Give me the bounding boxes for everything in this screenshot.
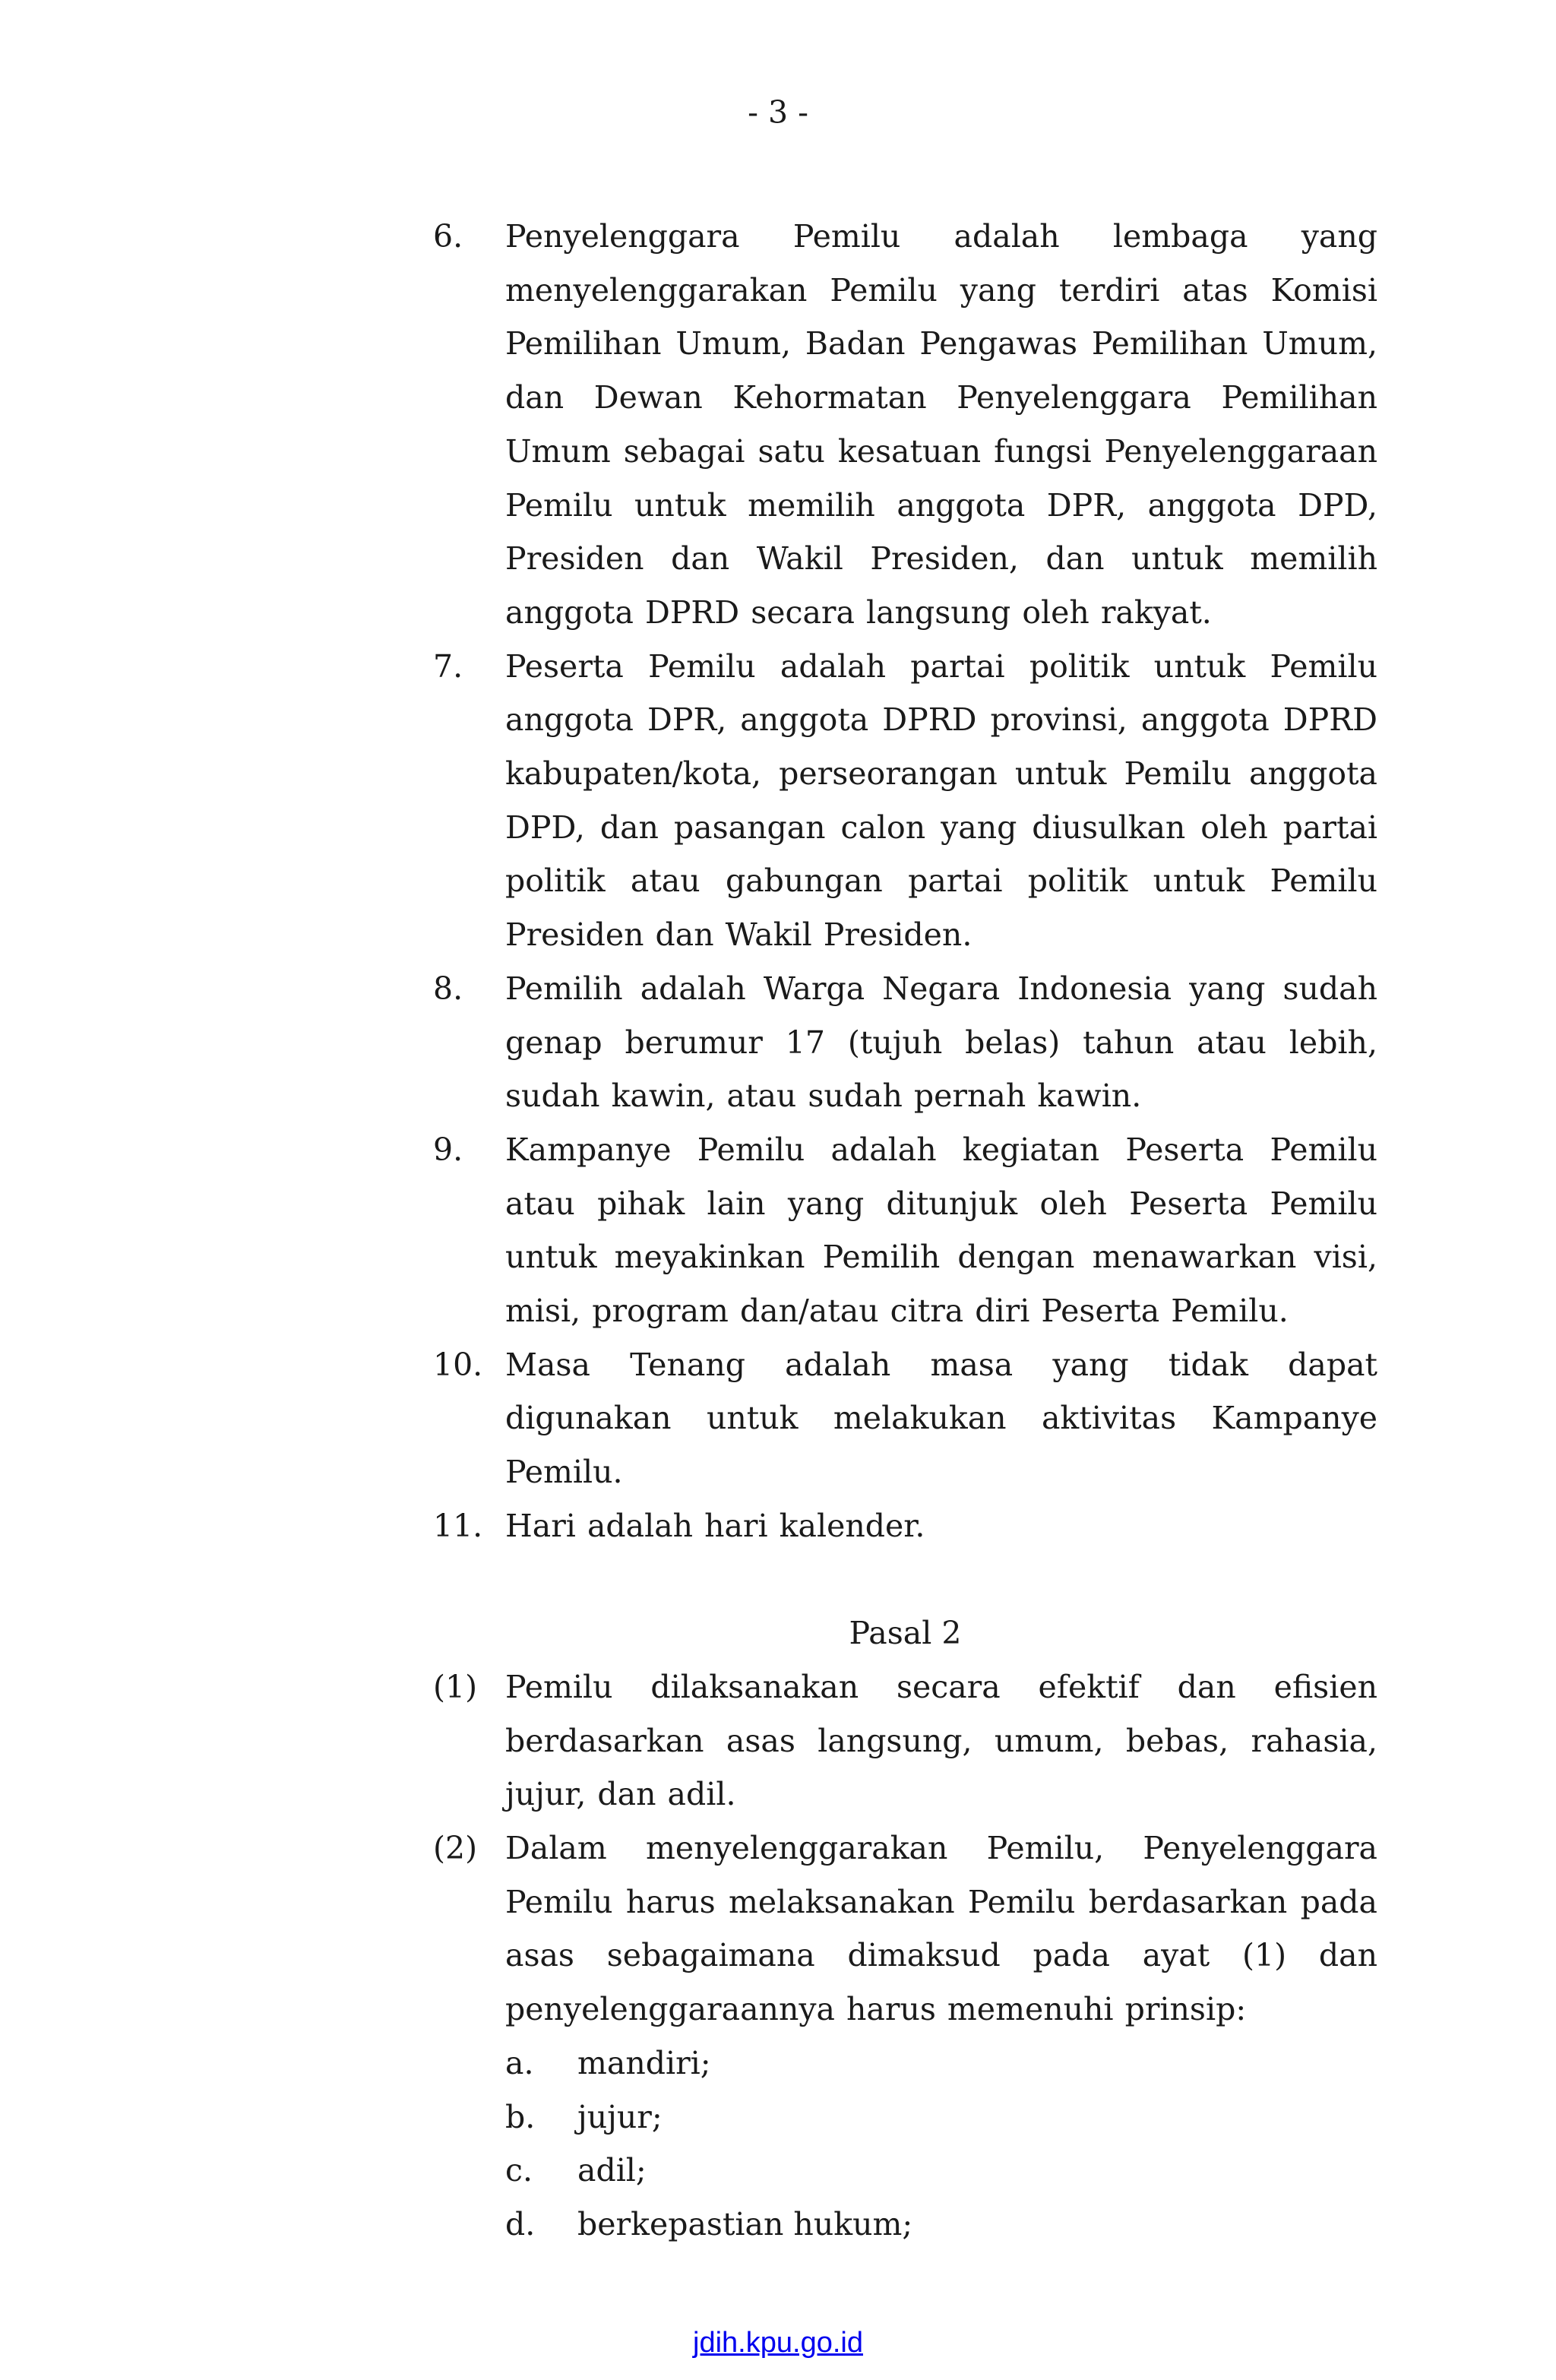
- prinsip-text: berkepastian hukum;: [577, 2206, 913, 2242]
- item-number: 10.: [433, 1346, 483, 1383]
- footer-website-link[interactable]: jdih.kpu.go.id: [693, 2327, 863, 2359]
- item-text: Peserta Pemilu adalah partai politik untuk Pemilu anggota DPR, anggota DPRD provinsi, anggota DPRD kabupaten/kota, perseorangan untuk Pemilu anggota DPD, dan pasangan calon yang diusulkan oleh partai politik atau gabungan partai politik untuk Pemilu Presiden dan Wakil Presiden.: [505, 647, 1377, 954]
- definition-item-11: [433, 1499, 1377, 1553]
- definition-item-10: [433, 1338, 1377, 1499]
- item-number: 8.: [433, 970, 463, 1007]
- prinsip-letter: b.: [505, 2098, 536, 2135]
- ayat-text: Dalam menyelenggarakan Pemilu, Penyelenggara Pemilu harus melaksanakan Pemilu berdasarkan pada asas sebagaimana dimaksud pada ayat (1) dan penyelenggaraannya harus memenuhi prinsip:: [505, 1830, 1377, 2028]
- pasal-heading: Pasal 2: [849, 1615, 962, 1652]
- item-text: Masa Tenang adalah masa yang tidak dapat digunakan untuk melakukan aktivitas Kampanye Pemilu.: [505, 1346, 1377, 1491]
- item-number: 9.: [433, 1131, 463, 1168]
- item-text: Hari adalah hari kalender.: [505, 1507, 925, 1544]
- ayat-number: (1): [433, 1668, 478, 1705]
- prinsip-letter: c.: [505, 2152, 533, 2189]
- prinsip-letter: a.: [505, 2044, 534, 2081]
- item-text: Kampanye Pemilu adalah kegiatan Peserta Pemilu atau pihak lain yang ditunjuk oleh Peserta Pemilu untuk meyakinkan Pemilih dengan menawarkan visi, misi, program dan/atau citra diri Peserta Pemilu.: [505, 1131, 1377, 1330]
- prinsip-item-b: [505, 2090, 1377, 2144]
- item-number: 7.: [433, 647, 463, 685]
- item-number: 6.: [433, 218, 463, 255]
- definition-item-7: [433, 640, 1377, 962]
- prinsip-text: mandiri;: [577, 2044, 711, 2081]
- prinsip-letter: d.: [505, 2206, 536, 2242]
- prinsip-item-a: [505, 2037, 1377, 2090]
- ayat-text: Pemilu dilaksanakan secara efektif dan efisien berdasarkan asas langsung, umum, bebas, rahasia, jujur, dan adil.: [505, 1668, 1377, 1813]
- ayat-number: (2): [433, 1830, 478, 1867]
- page-number: - 3 -: [748, 94, 808, 131]
- definition-item-8: [433, 962, 1377, 1123]
- prinsip-text: jujur;: [577, 2098, 663, 2135]
- ayat-item-2: [433, 1821, 1377, 2037]
- item-text: Pemilih adalah Warga Negara Indonesia yang sudah genap berumur 17 (tujuh belas) tahun atau lebih, sudah kawin, atau sudah pernah kawin.: [505, 970, 1377, 1115]
- definition-item-6: [433, 210, 1377, 640]
- ayat-item-1: [433, 1660, 1377, 1821]
- document-body: [433, 210, 1377, 2252]
- definition-item-9: [433, 1123, 1377, 1338]
- item-text: Penyelenggara Pemilu adalah lembaga yang menyelenggarakan Pemilu yang terdiri atas Komisi Pemilihan Umum, Badan Pengawas Pemilihan Umum, dan Dewan Kehormatan Penyelenggara Pemilihan Umum sebagai satu kesatuan fungsi Penyelenggaraan Pemilu untuk memilih anggota DPR, anggota DPD, Presiden dan Wakil Presiden, dan untuk memilih anggota DPRD secara langsung oleh rakyat.: [505, 218, 1377, 631]
- prinsip-item-c: [505, 2144, 1377, 2198]
- item-number: 11.: [433, 1507, 483, 1544]
- prinsip-text: adil;: [577, 2152, 647, 2189]
- prinsip-item-d: [505, 2198, 1377, 2252]
